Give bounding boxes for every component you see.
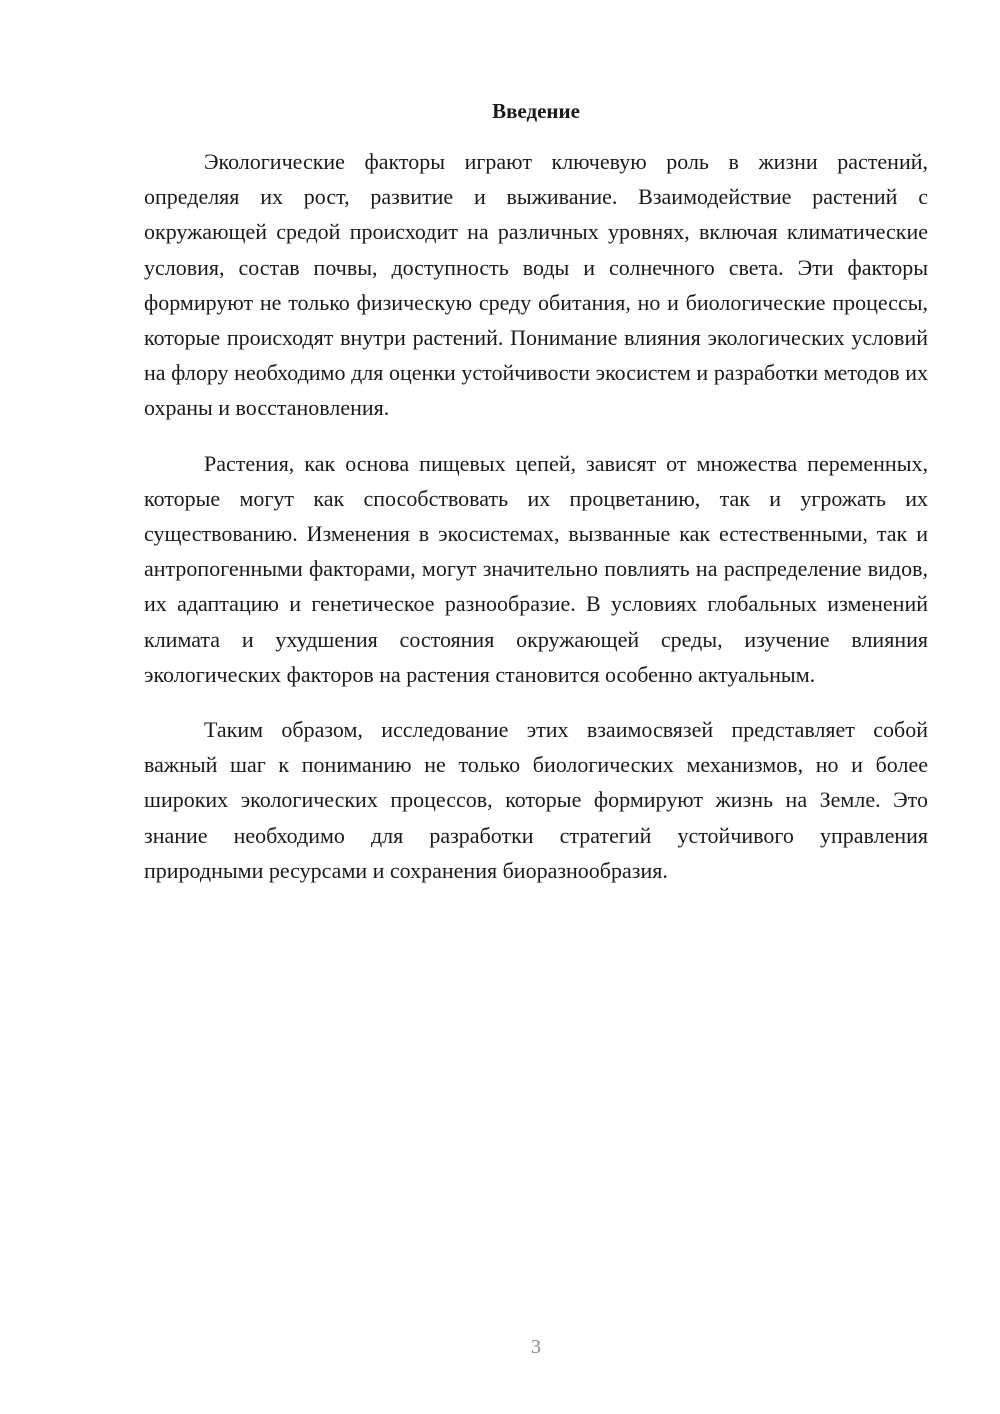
paragraph-3: Таким образом, исследование этих взаимосвязей представляет собой важный шаг к пониманию не только биологических механизмов, но и более широких экологических процессов, которые формируют жизнь на Земле. Это знание необходимо для разработки стратегий устойчивого управления природными ресурсами и сохранения биоразнообразия. [144,717,928,883]
section-heading: Введение [492,99,580,123]
paragraph-1: Экологические факторы играют ключевую роль в жизни растений, определяя их рост, развитие и выживание. Взаимодействие растений с окружающей средой происходит на различных уровнях, включая климатические условия, состав почвы, доступность воды и солнечного света. Эти факторы формируют не только физическую среду обитания, но и биологические процессы, которые происходят внутри растений. Понимание влияния экологических условий на флору необходимо для оценки устойчивости экосистем и разработки методов их охраны и восстановления. [144,149,928,421]
paragraph-2: Растения, как основа пищевых цепей, зависят от множества переменных, которые могут как способствовать их процветанию, так и угрожать их существованию. Изменения в экосистемах, вызванные как естественными, так и антропогенными факторами, могут значительно повлиять на распределение видов, их адаптацию и генетическое разнообразие. В условиях глобальных изменений климата и ухудшения состояния окружающей среды, изучение влияния экологических факторов на растения становится особенно актуальным. [144,450,928,687]
body-text [144,144,928,888]
page-number: 3 [531,1336,541,1358]
